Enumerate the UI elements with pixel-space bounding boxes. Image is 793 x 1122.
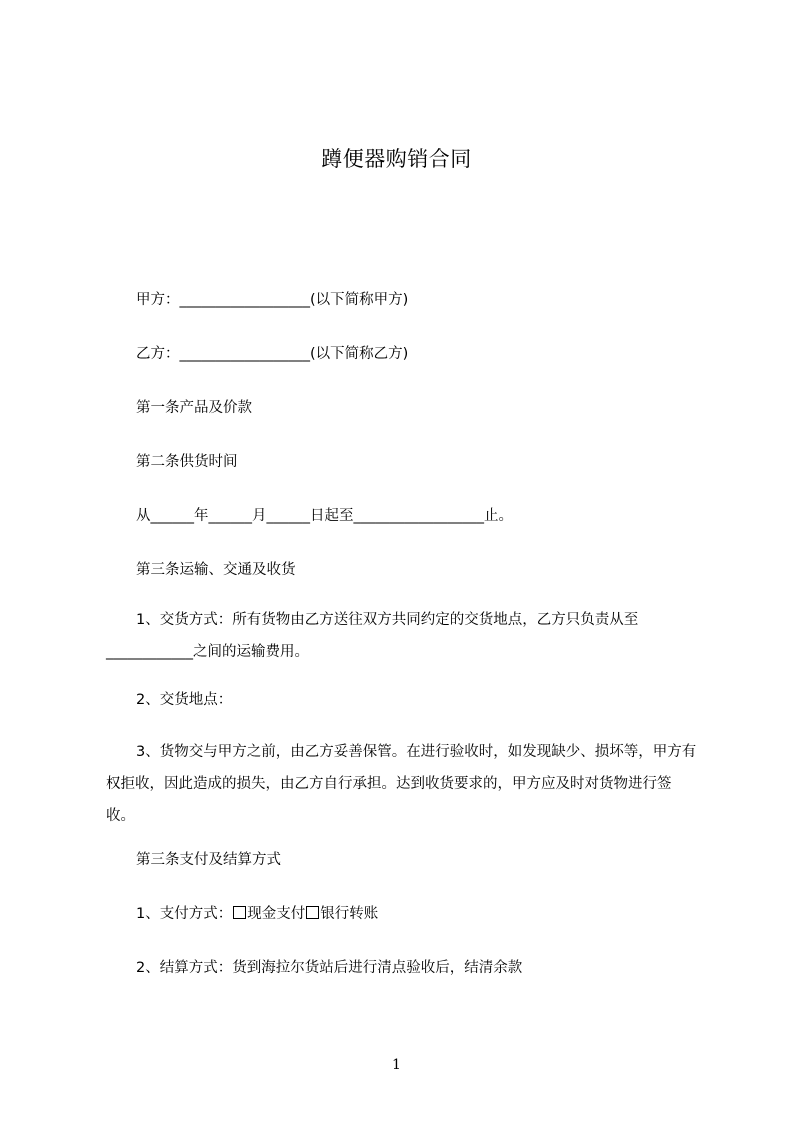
document-title: 蹲便器购销合同 [321,147,472,171]
delivery-method-paragraph [106,604,700,668]
party-b-line: 乙方：__________________(以下简称乙方) [136,346,409,362]
delivery-location-line: 2、交货地点： [136,692,233,708]
checkbox-icon [306,906,319,919]
checkbox-icon [233,906,246,919]
article-1-heading: 第一条产品及价款 [136,400,252,416]
delivery-method-text: 1、交货方式：所有货物由乙方送往双方共同约定的交货地点，乙方只负责从至____________之间的运输费用。 [106,612,639,660]
party-a-line: 甲方：__________________(以下简称甲方) [136,292,409,308]
supply-period-line: 从______年______月______日起至__________________止。 [136,508,513,524]
article-3-heading: 第三条运输、交通及收货 [136,562,296,578]
page-number: 1 [392,1057,401,1073]
payment-method-line [136,904,378,924]
custody-text: 3、货物交与甲方之前，由乙方妥善保管。在进行验收时，如发现缺少、损坏等，甲方有权拒收，因此造成的损失，由乙方自行承担。达到收货要求的，甲方应及时对货物进行签收。 [106,744,697,824]
payment-option-cash: 现金支付 [247,906,306,922]
payment-method-label: 1、支付方式： [136,906,233,922]
article-2-heading: 第二条供货时间 [136,454,238,470]
custody-paragraph [106,736,700,832]
article-3b-heading: 第三条支付及结算方式 [136,852,281,868]
settlement-method-line: 2、结算方式：货到海拉尔货站后进行清点验收后，结清余款 [136,960,523,976]
payment-option-transfer: 银行转账 [320,906,379,922]
